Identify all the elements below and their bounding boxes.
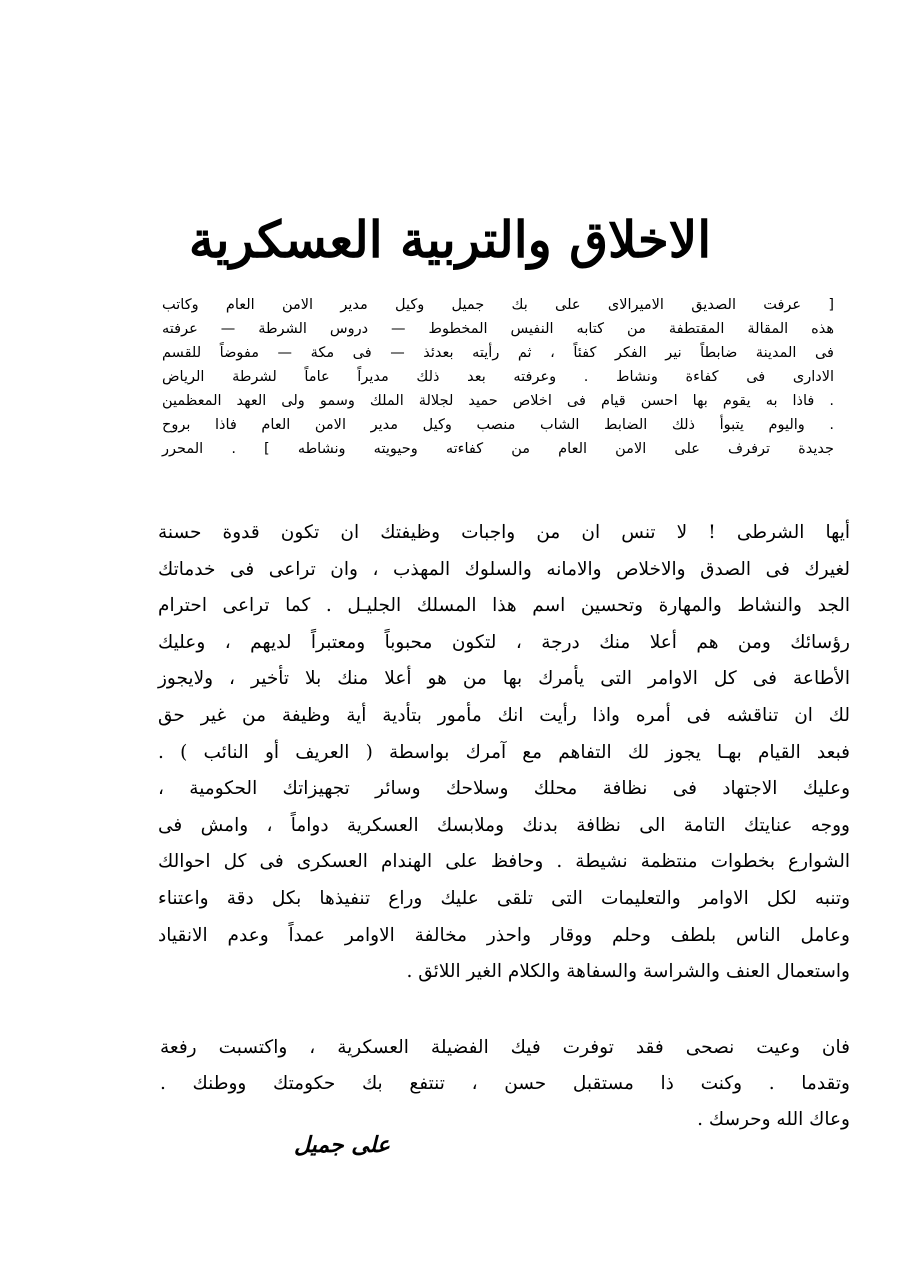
intro-line: [ عرفت الصديق الاميرالاى على بك جميل وكيل مدير الامن العام وكاتب (162, 297, 834, 313)
body-line: الشوارع بخطوات منتظمة نشيطة . وحافظ على الهندام العسكرى فى كل احوالك (158, 851, 850, 873)
body-line: واستعمال العنف والشراسة والسفاهة والكلام الغير اللائق . (406, 961, 850, 983)
intro-line: هذه المقالة المقتطفة من كتابه النفيس المخطوط — دروس الشرطة — عرفته (162, 321, 834, 337)
intro-line: فى المدينة ضابطاً نير الفكر كفئاً ، ثم رأيته بعدئذ — فى مكة — مفوضاً للقسم (162, 345, 834, 361)
intro-line: الادارى فى كفاءة ونشاط . وعرفته بعد ذلك مديراً عاماً لشرطة الرياض (162, 369, 834, 385)
body-line: الأطاعة فى كل الاوامر التى يأمرك بها من هو أعلا منك بلا تأخير ، ولايجوز (158, 668, 850, 690)
body-line: الجد والنشاط والمهارة وتحسين اسم هذا المسلك الجليـل . كما تراعى احترام (158, 595, 850, 617)
body-line: لك ان تناقشه فى أمره واذا رأيت انك مأمور بتأدية أية وظيفة من غير حق (158, 704, 850, 726)
body-line: رؤسائك ومن هم أعلا منك درجة ، لتكون محبوباً ومعتبراً لديهم ، وعليك (158, 631, 850, 653)
intro-line: . واليوم يتبوأ ذلك الضابط الشاب منصب وكيل مدير الامن العام فاذا بروح (162, 417, 834, 433)
closing-line: فان وعيت نصحى فقد توفرت فيك الفضيلة العسكرية ، واكتسبت رفعة (160, 1037, 850, 1058)
intro-line: جديدة ترفرف على الامن العام من كفاءته وحيويته ونشاطه ] . المحرر (162, 441, 834, 457)
editor-introduction (162, 293, 834, 461)
article-title: الاخلاق والتربية العسكرية (188, 210, 712, 269)
body-line: وعامل الناس بلطف وحلم ووقار واحذر مخالفة الاوامر عمداً وعدم الانقياد (158, 924, 850, 946)
intro-line: . فاذا به يقوم بها احسن قيام فى اخلاص حميد لجلالة الملك وسمو ولى العهد المعظمين (162, 393, 834, 409)
article-body (158, 515, 850, 991)
body-line: وتنبه لكل الاوامر والتعليمات التى تلقى عليك وراع تنفيذها بكل دقة واعتناء (158, 887, 850, 909)
closing-paragraph (160, 1030, 850, 1138)
body-line: ووجه عنايتك التامة الى نظافة بدنك وملابسك العسكرية دواماً ، وامش فى (158, 814, 850, 836)
body-line: أيها الشرطى ! لا تنس ان من واجبات وظيفتك ان تكون قدوة حسنة (158, 522, 850, 543)
body-line: لغيرك فى الصدق والاخلاص والامانه والسلوك المهذب ، وان تراعى فى خدماتك (158, 558, 850, 580)
body-line: فبعد القيام بهـا يجوز لك التفاهم مع آمرك بواسطة ( العريف أو النائب ) . (158, 741, 850, 763)
closing-line: وعاك الله وحرسك . (697, 1109, 850, 1130)
closing-line: وتقدما . وكنت ذا مستقبل حسن ، تنتفع بك حكومتك ووطنك . (160, 1073, 850, 1094)
body-line: وعليك الاجتهاد فى نظافة محلك وسلاحك وسائر تجهيزاتك الحكومية ، (158, 778, 850, 800)
author-signature: على جميل (293, 1132, 391, 1158)
